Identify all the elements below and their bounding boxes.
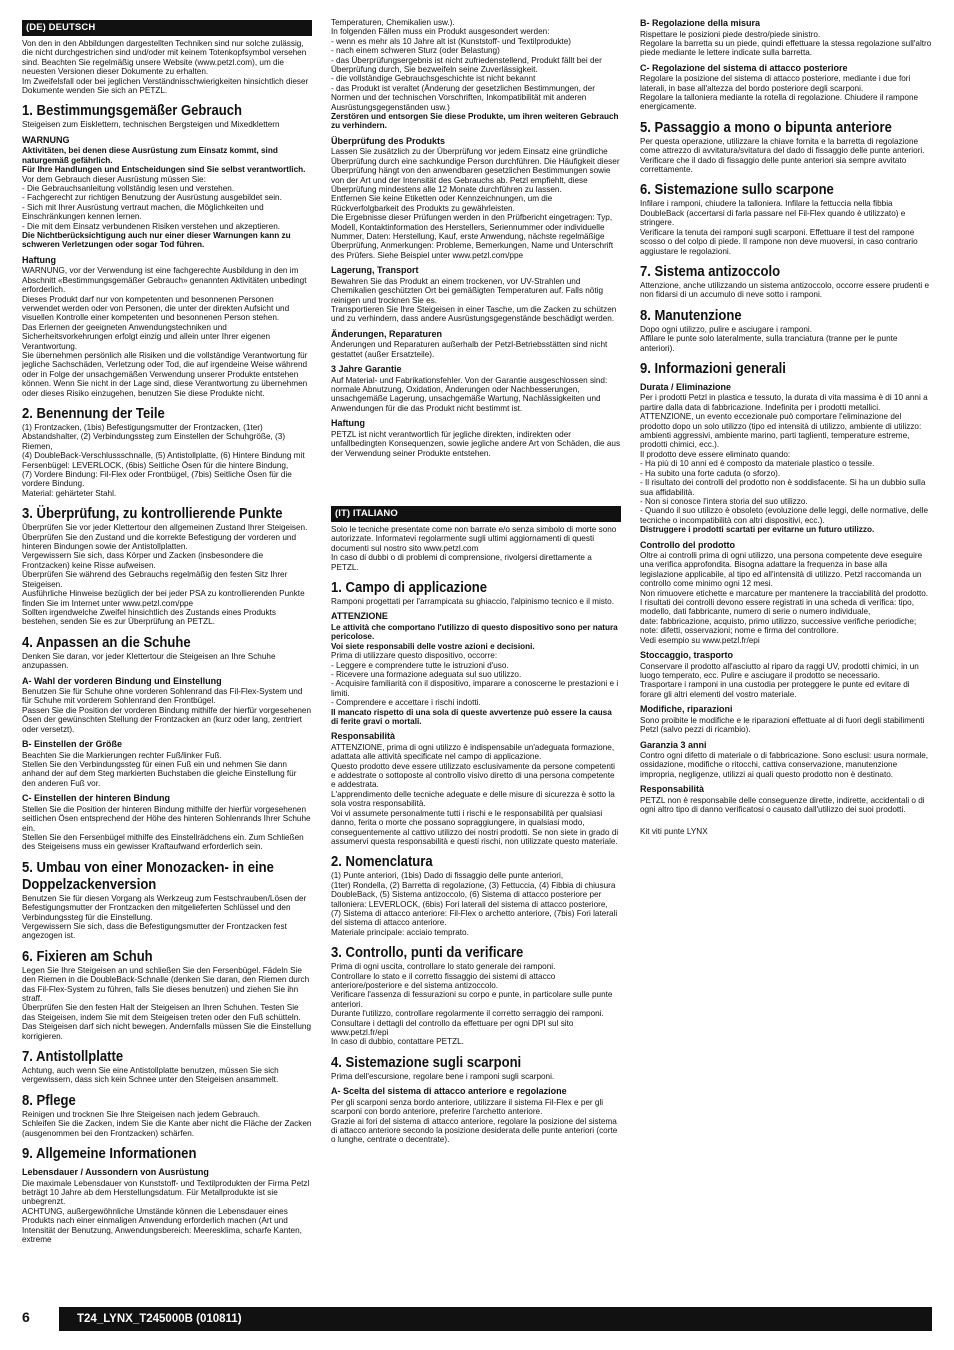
section-text: Ramponi progettati per l'arrampicata su ghiaccio, l'alpinismo tecnico e il misto. bbox=[331, 596, 614, 606]
subsection-heading: C- Einstellen der hinteren Bindung bbox=[22, 793, 171, 804]
section-title-8: 8. Pflege bbox=[22, 1091, 76, 1109]
warning-bold: Le attività che comportano l'utilizzo di questo dispositivo sono per natura pericolose. bbox=[331, 622, 618, 642]
section-title-3: 3. Überprüfung, zu kontrollierende Punkte bbox=[22, 505, 283, 523]
section-text: Attenzione, anche utilizzando un sistema antizoccolo, occorre essere prudenti e non fidarsi di un accumulo di neve sotto i ramponi. bbox=[640, 280, 930, 300]
subsection-text: Regolare la posizione del sistema di attacco posteriore, mediante i due fori laterali, in base all'altezza del bordo posteriore degli scarponi. Regolare la talloniera mediante la rotella di regolazione. Chiudere il rampone energicamente. bbox=[640, 74, 919, 112]
section-text: Dopo ogni utilizzo, pulire e asciugare i ramponi. Affilare le punte solo lateralmente, sulla tranciatura (tranne per le punte anteriori). bbox=[640, 324, 898, 353]
section-text: Denken Sie daran, vor jeder Klettertour die Steigeisen an Ihre Schuhe anzupassen. bbox=[22, 651, 276, 671]
intro-text: Von den in den Abbildungen dargestellten Techniken sind nur solche zulässig, die nicht durchgestrichen sind und/oder mit keinem Totenkopfsymbol versehen sind. Beachten Sie regelmäßig unsere Website (www.petzl.com), um die neuesten Versionen dieser Dokumente zu erhalten. bbox=[22, 39, 307, 77]
subsection-text: Contro ogni difetto di materiale o di fabbricazione. Sono esclusi: usura normale, ossidazione, modifiche o ritocchi, cattiva conservazione, manutenzione impropria, negligenze, utilizzi ai quali questo prodotto non è destinato. bbox=[640, 751, 929, 779]
subsection-heading: Controllo del prodotto bbox=[640, 539, 735, 550]
subsection-text: Oltre ai controlli prima di ogni utilizzo, una persona competente deve eseguire una verifica approfondita. Bisogna adattare la frequenza in base alla legislazione applicabile, al tipo ed all'intensità di utilizzo. Petzl raccomanda un controllo come minimo ogni 12 mesi. Non rimuovere etichette e marcature per mantenere la tracciabilità del prodotto. I risultati dei controlli devono essere registrati in una scheda di verifica: tipo, modello, dati fabbricante, numero di serie o numero individuale, date: fabbricazione, acquisto, primo utilizzo, successive verifiche periodiche; note: difetti, osservazioni; nome e firma del controllore. Vedi esempio su www.petzl.fr/epi bbox=[640, 551, 929, 645]
section-text: Infilare i ramponi, chiudere la talloniera. Infilare la fettuccia nella fibbia DoubleBack (accertarsi di farla passare nel Fil-Flex quando è utilizzato) e stringere. Verificare la tenuta dei ramponi sugli scarponi. Effettuare il test del rampone scosso o del colpo di piede. Il rampone non deve muoversi, in caso contrario aggiustare le regolazioni. bbox=[640, 199, 918, 256]
warning-text: Vor dem Gebrauch dieser Ausrüstung müssen Sie: - Die Gebrauchsanleitung vollständig lesen und verstehen. - Fachgerecht zur richtigen Benutzung der Ausrüstung ausgebildet sein. - Sich mit Ihrer Ausrüstung vertraut machen, die Möglichkeiten und Einschränkungen kennen lernen. - Die mit dem Einsatz verbundenen Risiken verstehen und akzeptieren. bbox=[22, 174, 282, 231]
subsection-text: ATTENZIONE, prima di ogni utilizzo è indispensabile un'adeguata formazione, adattata alle attività specificate nel campo di applicazione. Questo prodotto deve essere utilizzato esclusivamente da persone competenti e addestrate o sottoposte al controllo visivo diretto di una persona competente e addestrata. L'apprendimento delle tecniche adeguate e delle misure di sicurezza è sotto la sola vostra responsabilità. Voi vi assumete personalmente tutti i rischi e le responsabilità per qualsiasi danno, ferita o morte che possano sopraggiungere, in qualsiasi modo, conseguentemente al cattivo utilizzo dei nostri prodotti. Se non siete in grado di assumervi questa responsabilità e questi rischi, non utilizzate questo materiale. bbox=[331, 742, 619, 846]
warning-text: Prima di utilizzare questo dispositivo, occorre: - Leggere e comprendere tutte le istruzioni d'uso. - Ricevere una formazione adeguata sul suo utilizzo. - Acquisire familiarità con il dispositivo, imparare a conoscerne le prestazioni e i limiti. - Comprendere e accettare i rischi indotti. bbox=[331, 651, 619, 708]
subsection-heading: 3 Jahre Garantie bbox=[331, 364, 402, 375]
column-2 bbox=[331, 18, 621, 1145]
page-footer bbox=[22, 1307, 932, 1331]
subsection-text: Per i prodotti Petzl in plastica e tessuto, la durata di vita massima è di 10 anni a partire dalla data di fabbricazione. Indefinita per i prodotti metallici. ATTENZIONE, un evento eccezionale può comportare l'eliminazione del prodotto dopo un solo utilizzo (tipo ed intensità di utilizzo, ambiente di utilizzo: ambienti aggressivi, ambiente marino, parti taglienti, temperature estreme, prodotti chimici, ecc.). Il prodotto deve essere eliminato quando: - Ha più di 10 anni ed è composto da materiale plastico o tessile. - Ha subito una forte caduta (o sforzo). - Il risultato dei controlli del prodotto non è soddisfacente. Si ha un dubbio sulla sua affidabilità. - Non si conosce l'intera storia del suo utilizzo. - Quando il suo utilizzo è obsoleto (evoluzione delle leggi, delle normative, delle tecniche o incompatibilità con altri dispositivi, ecc.). bbox=[640, 393, 929, 525]
subsection-heading: B- Einstellen der Größe bbox=[22, 739, 123, 750]
section-title-1: 1. Bestimmungsgemäßer Gebrauch bbox=[22, 102, 242, 120]
section-title-1: 1. Campo di applicazione bbox=[331, 578, 488, 596]
warning-bold: Voi siete responsabili delle vostre azioni e decisioni. bbox=[331, 641, 535, 651]
section-text: Prima di ogni uscita, controllare lo stato generale dei ramponi. Controllare lo stato e il corretto fissaggio dei sistemi di attacco anteriore/posteriore e del sistema antizoccolo. Verificare l'assenza di fessurazioni su corpo e punte, in particolare sulle punte anteriori. Durante l'utilizzo, controllare regolarmente il corretto serraggio dei ramponi. Consultare i dettagli del controllo da effettuare per ogni DPI sul sito www.petzl.fr/epi In caso di dubbio, contattare PETZL. bbox=[331, 962, 613, 1047]
subsection-heading: Lagerung, Transport bbox=[331, 265, 419, 276]
subsection-text: Stellen Sie die Position der hinteren Bindung mithilfe der hierfür vorgesehenen seitlichen Ösen entsprechend der Höhe des hinteren Sohlenrands Ihrer Schuhe ein. Stellen Sie den Fersenbügel mithilfe des Einstellrädchens ein. Zum Schließen des Steigeisens muss ein gewisser Kraftaufwand erforderlich sein. bbox=[22, 804, 311, 852]
subsection-text: Lassen Sie zusätzlich zu der Überprüfung vor jedem Einsatz eine gründliche Überprüfung durch eine sachkundige Person durchführen. Die Häufigkeit dieser Überprüfung hängt von den anwendbaren gesetzlichen Bestimmungen sowie von der Art und der Intensität des Gebrauchs ab. Petzl empfiehlt, diese Überprüfung mindestens alle 12 Monate durchführen zu lassen. Entfernen Sie keine Etiketten oder Kennzeichnungen, um die Rückverfolgbarkeit des Produkts zu gewährleisten. Die Ergebnisse dieser Prüfungen werden in den Prüfbericht eingetragen: Typ, Modell, Kontaktinformation des Herstellers, Seriennummer oder individuelle Nummer, Daten: Herstellung, Kauf, erste Anwendung, nächste regelmäßige Überprüfung, Anmerkungen: Probleme, Bemerkungen, Name und Unterschrift des Prüfers. Siehe Beispiel unter www.petzl.com/ppe bbox=[331, 147, 620, 260]
subsection-heading: A- Scelta del sistema di attacco anteriore e regolazione bbox=[331, 1086, 567, 1097]
subsection-heading: Haftung bbox=[331, 418, 365, 429]
section-title-2: 2. Benennung der Teile bbox=[22, 405, 165, 422]
section-title-5: 5. Passaggio a mono o bipunta anteriore bbox=[640, 118, 892, 136]
column-1 bbox=[22, 20, 312, 1244]
warning-bold: Für Ihre Handlungen und Entscheidungen sind Sie selbst verantwortlich. bbox=[22, 165, 306, 175]
kit-label: Kit viti punte LYNX bbox=[640, 826, 708, 836]
subsection-text: Sono proibite le modifiche e le riparazioni effettuate al di fuori degli stabilimenti Petzl (salvo pezzi di ricambio). bbox=[640, 715, 925, 735]
document-reference: T24_LYNX_T245000B (010811) bbox=[59, 1307, 932, 1331]
subsection-heading: Änderungen, Reparaturen bbox=[331, 328, 443, 339]
subsection-heading: Garanzia 3 anni bbox=[640, 739, 707, 750]
subsection-heading: B- Regolazione della misura bbox=[640, 18, 761, 28]
section-title-9: 9. Allgemeine Informationen bbox=[22, 1145, 197, 1163]
section-text: (1) Punte anteriori, (1bis) Dado di fissaggio delle punte anteriori, (1ter) Rondella, (2) Barretta di regolazione, (3) Fettuccia, (4) Fibbia di chiusura DoubleBack, (5) Sistema antizoccolo, (6) Sistema di attacco posteriore per talloniera: LEVERLOCK, (6bis) Fori laterali del sistema di attacco posteriore, (7) Sistema di attacco anteriore: Fil-Flex o archetto anteriore, (7bis) Fori laterali del sistema di attacco anteriore. Materiale principale: acciaio temprato. bbox=[331, 871, 618, 937]
intro-text: Solo le tecniche presentate come non barrate e/o senza simbolo di morte sono autorizzate. Informatevi regolarmente sugli ultimi aggiornamenti di questi documenti sul nostro sito www.petzl.com In caso di dubbi o di problemi di comprensione, rivolgersi direttamente a PETZL. bbox=[331, 524, 617, 572]
subsection-text: Bewahren Sie das Produkt an einem trockenen, vor UV-Strahlen und Chemikalien geschützten Ort bei gemäßigten Temperaturen auf. Falls nötig reinigen und trocknen Sie es. Transportieren Sie Ihre Steigeisen in einer Tasche, um die Zacken zu schützen und zu verhindern, dass andere Ausrüstungsgegenstände beschädigt werden. bbox=[331, 276, 617, 324]
section-text: Per questa operazione, utilizzare la chiave fornita e la barretta di regolazione come attrezzo di avvitatura/svitatura del dado di fissaggio delle punte anteriori. Verificare che il dado di fissaggio delle punte anteriori sia sempre avvitato correttamente. bbox=[640, 136, 925, 175]
subsection-heading: Lebensdauer / Aussondern von Ausrüstung bbox=[22, 1167, 209, 1178]
warning-bold: Zerstören und entsorgen Sie diese Produkte, um ihren weiteren Gebrauch zu verhindern. bbox=[331, 112, 619, 131]
subsection-heading: C- Regolazione del sistema di attacco posteriore bbox=[640, 62, 848, 73]
section-title-7: 7. Sistema antizoccolo bbox=[640, 262, 781, 280]
subsection-heading: Modifiche, riparazioni bbox=[640, 704, 733, 715]
warning-bold: Aktivitäten, bei denen diese Ausrüstung zum Einsatz kommt, sind naturgemäß gefährlich. bbox=[22, 146, 278, 165]
section-text: Legen Sie Ihre Steigeisen an und schließen Sie den Fersenbügel. Fädeln Sie den Riemen in die DoubleBack-Schnalle (denken Sie daran, den Riemen durch das Fil-Flex-System zu führen, falls Sie dieses benutzen) und ziehen Sie ihn straff. Überprüfen Sie den festen Halt der Steigeisen an Ihren Schuhen. Testen Sie das Steigeisen, indem Sie mit dem Steigeisen treten oder den Fuß schütteln. Das Steigeisen darf sich nicht bewegen. Andernfalls müssen Sie die Einstellung korrigieren. bbox=[22, 965, 312, 1041]
warning-heading: ATTENZIONE bbox=[331, 611, 388, 622]
section-title-2: 2. Nomenclatura bbox=[331, 853, 433, 871]
section-title-8: 8. Manutenzione bbox=[640, 306, 742, 324]
subsection-text: Per gli scarponi senza bordo anteriore, utilizzare il sistema Fil-Flex e per gli scarponi con bordo anteriore, preferire l'archetto anteriore. Grazie ai fori del sistema di attacco anteriore, regolare la posizione del sistema di attacco anteriore secondo la posizione desiderata delle punte anteriori (corte o lunghe, centrate o decentrate). bbox=[331, 1097, 618, 1145]
subsection-heading: A- Wahl der vorderen Bindung und Einstellung bbox=[22, 675, 222, 686]
subsection-text: PETZL ist nicht verantwortlich für jegliche direkten, indirekten oder unfallbedingten Konsequenzen, sowie jegliche andere Art von Schäden, die aus der Verwendung seiner Produkte entstehen. bbox=[331, 429, 621, 458]
subsection-heading: Überprüfung des Produkts bbox=[331, 135, 446, 146]
subsection-text: Conservare il prodotto all'asciutto al riparo da raggi UV, prodotti chimici, in un luogo temperato, ecc. Pulire e asciugare il prodotto se necessario. Trasportare i ramponi in una custodia per proteggere le punte ed evitare di forare gli altri elementi del vostro materiale. bbox=[640, 661, 919, 699]
column-3 bbox=[640, 18, 932, 836]
section-title-6: 6. Fixieren am Schuh bbox=[22, 947, 153, 965]
subsection-heading: Durata / Eliminazione bbox=[640, 381, 732, 392]
subsection-text: Benutzen Sie für Schuhe ohne vorderen Sohlenrand das Fil-Flex-System und für Schuhe mit vorderem Sohlenrand den Frontbügel. Passen Sie die Position der vorderen Bindung mithilfe der hierfür vorgesehenen Ösen der gewünschten Stellung der Frontzacken an (kurz oder lang, zentriert oder versetzt). bbox=[22, 687, 312, 734]
subsection-text: Die maximale Lebensdauer von Kunststoff- und Textilprodukten der Firma Petzl beträgt 10 Jahre ab dem Herstellungsdatum. Für Metallprodukte ist sie unbegrenzt. ACHTUNG, außergewöhnliche Umstände können die Lebensdauer eines Produkts nach einer einmaligen Anwendung erforderlich machen (Art und Intensität der Benutzung, Anwendungsbereich: Meeresklima, scharfe Kanten, extreme bbox=[22, 1178, 310, 1244]
subsection-text: WARNUNG, vor der Verwendung ist eine fachgerechte Ausbildung in den im Abschnitt «Bestimmungsgemäßer Gebrauch» genannten Aktivitäten unbedingt erforderlich. Dieses Produkt darf nur von kompetenten und besonnenen Personen verwendet werden oder von Personen, die unter der direkten Aufsicht und visuellen Kontrolle einer kompetenten und besonnenen Person stehen. Das Erlernen der geeigneten Anwendungstechniken und Sicherheitsvorkehrungen erfolgt einzig und allein unter Ihrer eigenen Verantwortung. Sie übernehmen persönlich alle Risiken und die vollständige Verantwortung für jegliche Sachschäden, Verletzung oder Tod, die auf irgendeine Weise während oder in Folge der unsachgemäßen Verwendung unserer Produkte entstehen können. Wenn Sie nicht in der Lage sind, diese Verantwortung zu übernehmen oder dieses Risiko einzugehen, benutzen Sie diese Produkte nicht. bbox=[22, 266, 308, 398]
page-number: 6 bbox=[22, 1309, 30, 1325]
section-text: Achtung, auch wenn Sie eine Antistollplatte benutzen, müssen Sie sich vergewissern, dass sich kein Schnee unter den Steigeisen ansammelt. bbox=[22, 1066, 279, 1085]
section-title-5: 5. Umbau von einer Monozacken- in eine Doppelzackenversion bbox=[22, 858, 274, 893]
subsection-text: PETZL non è responsabile delle conseguenze dirette, indirette, accidentali o di ogni altro tipo di danno verificatosi o causato dall'utilizzo dei suoi prodotti. bbox=[640, 795, 925, 815]
section-text: (1) Frontzacken, (1bis) Befestigungsmutter der Frontzacken, (1ter) Abstandshalter, (2) Verbindungssteg zum Einstellen der Schuhgröße, (3) Riemen, (4) DoubleBack-Verschlussschnalle, (5) Antistollplatte, (6) Hintere Bindung mit Fersenbügel: LEVERLOCK, (6bis) Seitliche Ösen für die hintere Bindung, (7) Vordere Bindung: Fil-Flex oder Frontbügel, (7bis) Seitliche Ösen für die vordere Bindung. Material: gehärteter Stahl. bbox=[22, 423, 305, 498]
language-header-it: (IT) ITALIANO bbox=[331, 506, 621, 522]
continued-text: Temperaturen, Chemikalien usw.). In folgenden Fällen muss ein Produkt ausgesondert werden: - wenn es mehr als 10 Jahre alt ist (Kunststoff- und Textilprodukte) - nach einem schweren Sturz (oder Belastung) - das Überprüfungsergebnis ist nicht zufriedenstellend, Produkt fällt bei der Überprüfung durch, Sie bezweifeln seine Zuverlässigkeit. - die vollständige Gebrauchsgeschichte ist nicht bekannt - das Produkt ist veraltet (Änderung der gesetzlichen Bestimmungen, der Normen und der technischen Vorschriften, Inkompatibilität mit anderen Ausrüstungsgegenständen usw.) bbox=[331, 18, 602, 112]
section-title-7: 7. Antistollplatte bbox=[22, 1048, 124, 1065]
section-text: Überprüfen Sie vor jeder Klettertour den allgemeinen Zustand Ihrer Steigeisen. Überprüfen Sie den Zustand und die korrekte Befestigung der vorderen und hinteren Bindungen sowie der Antistollplatten. Vergewissern Sie sich, dass Körper und Zacken (insbesondere die Frontzacken) keine Risse aufweisen. Überprüfen Sie während des Gebrauchs regelmäßig den festen Sitz Ihrer Steigeisen. Ausführliche Hinweise bezüglich der bei jeder PSA zu kontrollierenden Punkte finden Sie im Internet unter www.petzl.com/ppe Sollten irgendwelche Zweifel hinsichtlich des Zustands eines Produkts bestehen, senden Sie es zur Überprüfung an PETZL. bbox=[22, 523, 308, 627]
subsection-heading: Responsabilità bbox=[331, 731, 396, 742]
subsection-heading: Responsabilità bbox=[640, 784, 705, 795]
subsection-text: Auf Material- und Fabrikationsfehler. Von der Garantie ausgeschlossen sind: normale Abnutzung, Oxidation, Änderungen oder Nachbesserungen, unsachgemäße Lagerung, unsachgemäße Wartung, Nachlässigkeiten und Anwendungen für die das Produkt nicht bestimmt ist. bbox=[331, 375, 608, 413]
warning-bold: Il mancato rispetto di una sola di queste avvertenze può essere la causa di ferite gravi o mortali. bbox=[331, 707, 612, 726]
subsection-heading: Stoccaggio, trasporto bbox=[640, 650, 734, 661]
section-title-6: 6. Sistemazione sullo scarpone bbox=[640, 181, 834, 199]
subsection-text: Rispettare le posizioni piede destro/piede sinistro. Regolare la barretta su un piede, quindi effettuare la stessa regolazione sull'altro piede mediante le lettere indicate sulla barretta. bbox=[640, 29, 932, 58]
warning-bold: Die Nichtberücksichtigung auch nur einer dieser Warnungen kann zu schweren Verletzungen oder sogar Tod führen. bbox=[22, 231, 291, 250]
warning-heading: WARNUNG bbox=[22, 134, 70, 145]
warning-bold: Distruggere i prodotti scartati per evitarne un futuro utilizzo. bbox=[640, 525, 875, 535]
subsection-text: Änderungen und Reparaturen außerhalb der Petzl-Betriebsstätten sind nicht gestattet (außer Ersatzteile). bbox=[331, 340, 608, 359]
subsection-text: Beachten Sie die Markierungen rechter Fuß/linker Fuß. Stellen Sie den Verbindungssteg für einen Fuß ein und nehmen Sie dann anhand der auf dem Steg markierten Buchstaben die gleiche Einstellung für den anderen Fuß vor. bbox=[22, 750, 297, 788]
section-title-4: 4. Anpassen an die Schuhe bbox=[22, 633, 191, 651]
section-title-3: 3. Controllo, punti da verificare bbox=[331, 944, 524, 962]
section-text: Steigeisen zum Eisklettern, technischen Bergsteigen und Mixedklettern bbox=[22, 120, 280, 130]
section-title-4: 4. Sistemazione sugli scarponi bbox=[331, 1053, 522, 1071]
intro-text-2: Im Zweifelsfall oder bei jeglichen Verständnisschwierigkeiten hinsichtlich dieser Dokumente wenden Sie sich an PETZL. bbox=[22, 76, 309, 96]
section-text: Benutzen Sie für diesen Vorgang als Werkzeug zum Festschrauben/Lösen der Befestigungsmutter der Frontzacken den mitgelieferten Schlüssel und den Verbindungssteg für die Einstellung. Vergewissern Sie sich, dass die Befestigungsmutter der Frontzacken fest angezogen ist. bbox=[22, 893, 307, 941]
language-header-de: (DE) DEUTSCH bbox=[22, 20, 312, 36]
section-text: Prima dell'escursione, regolare bene i ramponi sugli scarponi. bbox=[331, 1071, 555, 1081]
subsection-heading: Haftung bbox=[22, 254, 56, 265]
section-text: Reinigen und trocknen Sie Ihre Steigeisen nach jedem Gebrauch. Schleifen Sie die Zacken, indem Sie die Kante aber nicht die Fläche der Zacken (ausgenommen bei den Frontzacken) schärfen. bbox=[22, 1109, 312, 1138]
section-title-9: 9. Informazioni generali bbox=[640, 359, 786, 377]
